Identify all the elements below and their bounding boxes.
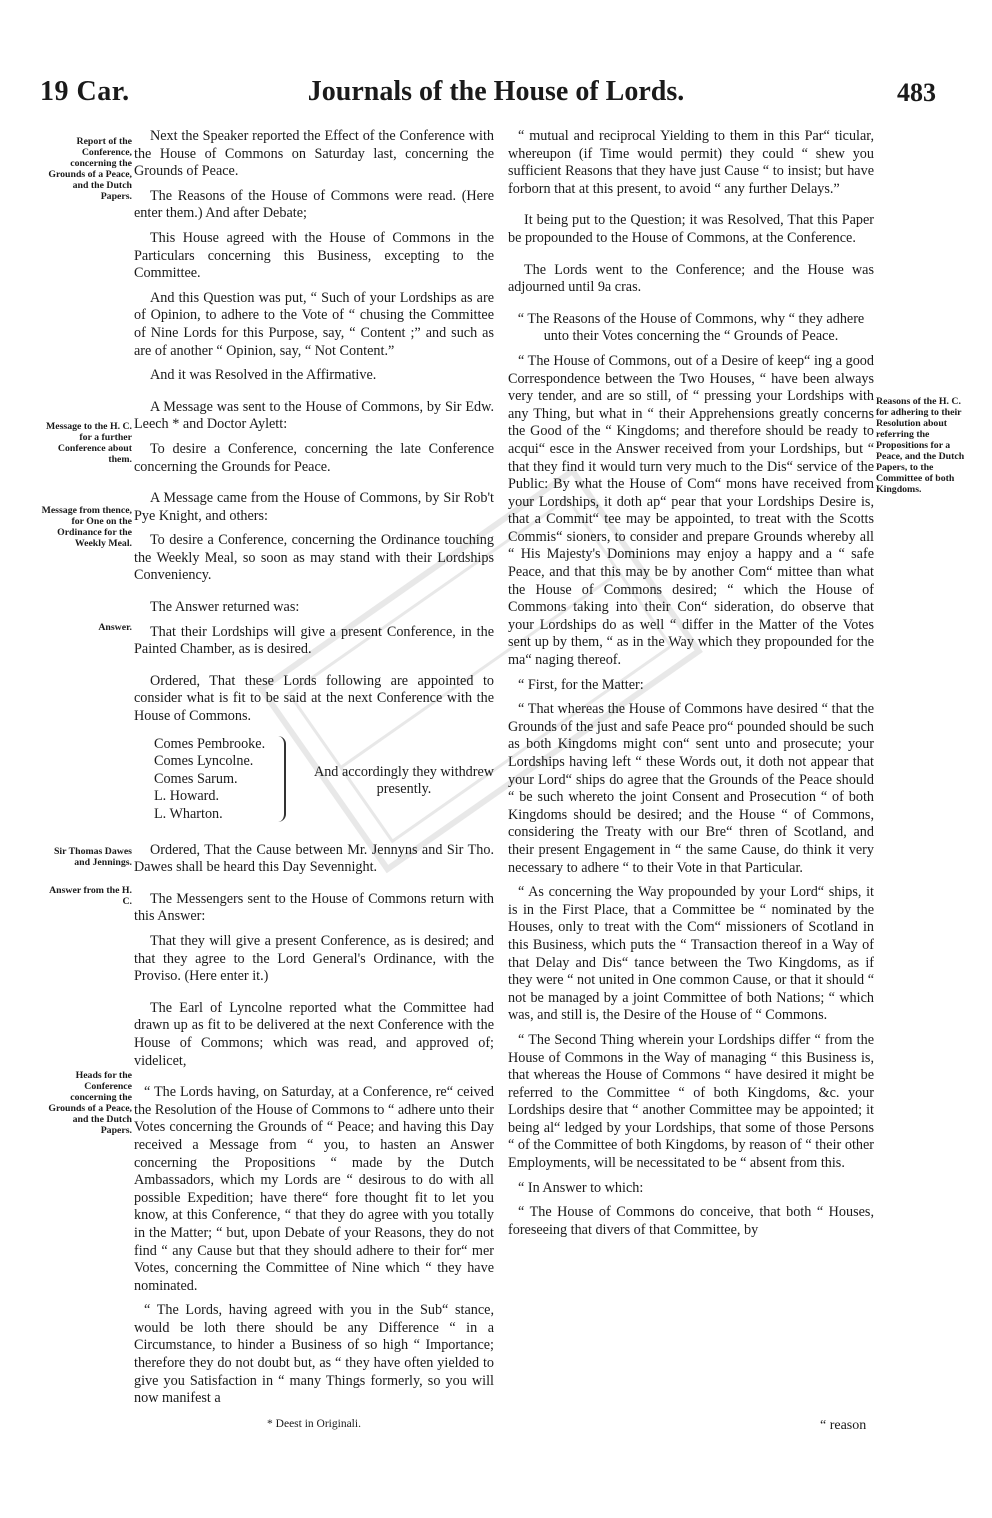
paragraph: The Lords went to the Conference; and the House was adjourned until 9a cras. xyxy=(508,261,874,296)
lord-name: Comes Lyncolne. xyxy=(154,753,254,770)
paragraph: “ In Answer to which: xyxy=(518,1179,644,1196)
left-column xyxy=(134,128,494,1415)
paragraph: “ As concerning the Way propounded by your Lord“ ships, it is in the First Place, that a Committee be “ nominated by the Houses, only to treat with the Com“ missioners of Scotland in this Business, which puts the “ Transaction thereof in a Way of that Delay and Dis“ tance between the Two Kingdoms, as if they were “ not united in One common Cause, or that it should “ not be managed by a joint Committee of both Nations; “ which was, and still is, the Desire of the House of “ Commons. xyxy=(508,884,874,1024)
paragraph: Ordered, That the Cause between Mr. Jennyns and Sir Tho. Dawes shall be heard this Day Sevennight. xyxy=(134,841,494,876)
footnote: * Deest in Originali. xyxy=(267,1418,361,1430)
paragraph: That their Lordships will give a present Conference, in the Painted Chamber, as is desired. xyxy=(134,623,494,658)
paragraph: “ The Lords having, on Saturday, at a Conference, re“ ceived the Resolution of the House of Commons to “ adhere unto their Votes concerning the Grounds of “ Peace; and having this Day received a Message from “ you, to hasten an Answer concerning the Propositions “ made by the Dutch Ambassadors, which my Lords are “ desirous to do with all possible Expedition; have there“ fore thought fit to let you know, at this Conference, “ that they do agree with you totally in the Matter; “ but, upon Debate of your Reasons, they do not find “ any Cause but that they should adhere to their for“ mer Votes, concerning the Committee of Nine which “ they have nominated. xyxy=(134,1084,494,1294)
paragraph: That they will give a present Conference, as is desired; and that they agree to the Lord General's Ordinance, with the Proviso. (Here enter it.) xyxy=(134,933,494,985)
paragraph: A Message was sent to the House of Commons, by Sir Edw. Leech * and Doctor Aylett: xyxy=(134,398,494,433)
lord-name: Comes Pembrooke. xyxy=(154,735,266,752)
margin-note: Reasons of the H. C. for adhering to their Resolution about referring the Propositions for a Peace, and the Dutch Papers, to the Committee of both Kingdoms. xyxy=(876,396,965,495)
paragraph: The Earl of Lyncolne reported what the Committee had drawn up as fit to be delivered at the next Conference with the House of Commons; which was read, and approved of; videlicet, xyxy=(134,999,494,1069)
paragraph: To desire a Conference, concerning the Ordinance touching the Weekly Meal, so soon as may stand with their Lordships Conveniency. xyxy=(134,532,494,584)
paragraph: “ The House of Commons do conceive, that both “ Houses, foreseeing that divers of that Committee, by xyxy=(508,1204,874,1238)
paragraph: “ That whereas the House of Commons have desired “ that the Grounds of the just and safe Peace pro“ pounded should be such as both Kingdoms might con“ sent unto and prosecute; your Lordships having left “ these Words out, it doth not appear that your Lord“ ships do agree that the Grounds of the Peace should “ be such whereto the joint Consent and Prosecution “ of both Kingdoms should be desired; and the House “ of Commons, considering the Treaty with our Bre“ thren of Scotland, and their present Engagement in “ the same Cause, do think it very necessary to adhere “ to their Vote in that Particular. xyxy=(508,701,874,876)
paragraph: Ordered, That these Lords following are appointed to consider what is fit to be said at the next Conference with the House of Commons. xyxy=(134,672,494,725)
paragraph: “ The Second Thing wherein your Lordships differ “ from the House of Commons in the Way of managing “ this Business is, that whereas the House of Commons “ have desired it might be referred to the Committee “ of both Kingdoms, &c. your Lordships desire that “ another Committee may be appointed; it being al“ ledged by your Lordships, that some of those Persons “ of the Committee of both Kingdoms, by reason of “ their other Employments, will be necessitated to be “ absent from this. xyxy=(508,1031,874,1172)
lords-list xyxy=(154,736,494,826)
margin-note: Message from thence, for One on the Ordinance for the Weekly Meal. xyxy=(41,505,132,549)
lord-name: L. Wharton. xyxy=(154,806,223,822)
paragraph: It being put to the Question; it was Resolved, That this Paper be propounded to the House of Commons, at the Conference. xyxy=(508,212,874,246)
regnal-year: 19 Car. xyxy=(40,76,130,107)
paragraph: The Messengers sent to the House of Commons return with this Answer: xyxy=(134,890,494,925)
paragraph: The Reasons of the House of Commons were read. (Here enter them.) And after Debate; xyxy=(134,187,494,222)
lord-name: L. Howard. xyxy=(154,788,220,805)
paragraph: And this Question was put, “ Such of your Lordships as are of Opinion, to adhere to the Vote of “ chusing the Committee of Nine Lords for this Purpose, say, “ Content ;” and such as are of another “ Opinion, say, “ Not Content.” xyxy=(134,289,494,359)
margin-note: Message to the H. C. for a further Conference about them. xyxy=(46,421,132,465)
margin-note: Answer from the H. C. xyxy=(49,885,132,907)
paragraph: And it was Resolved in the Affirmative. xyxy=(150,367,377,384)
paragraph: Next the Speaker reported the Effect of the Conference with the House of Commons on Saturday last, concerning the Grounds of Peace. xyxy=(134,128,494,180)
margin-note: Report of the Conference, concerning the Grounds of a Peace, and the Dutch Papers. xyxy=(48,136,132,202)
margin-note: Answer. xyxy=(98,622,132,633)
paragraph: “ First, for the Matter: xyxy=(518,676,644,693)
brace xyxy=(276,736,286,822)
page-number: 483 xyxy=(897,78,936,107)
lord-name: Comes Sarum. xyxy=(154,770,238,787)
margin-note: Sir Thomas Dawes and Jennings. xyxy=(53,846,132,868)
paragraph: “ The Reasons of the House of Commons, why “ they adhere unto their Votes concerning the “ Grounds of Peace. xyxy=(517,310,865,345)
paragraph: To desire a Conference, concerning the late Conference concerning the Grounds for Peace. xyxy=(134,440,494,475)
journal-title: Journals of the House of Lords. xyxy=(307,76,685,107)
paragraph: “ The House of Commons, out of a Desire of keep“ ing a good Correspondence between the Two Houses, “ have been always very tender, and are so still, of “ pressing your Lordships with any Thing, but what in “ their Apprehensions greatly concerns the Good of the “ Kingdoms; and therefore should be ready to acqui“ esce in the Answer received from your Lordships, but “ that they find it would turn very much to the Dis“ service of the Public: By what the House of Com“ mons have received from your Lordships, it doth ap“ pear that your Lordships Desire is, that a Commit“ tee may be appointed, to treat with the Scotts Commis“ sioners, to consider and prepare Grounds whereby all “ His Majesty's Dominions may enjoy a happy and a “ safe Peace, and that this may be by another Com“ mittee than what the House of Commons desired; “ which the House of Commons taking into their Con“ sideration, do observe that your Lordships do as well “ differ in the Matter of the Votes sent up by them, “ as in the Way which they propounded for the ma“ naging thereof. xyxy=(508,352,874,669)
paragraph: The Answer returned was: xyxy=(150,599,300,616)
paragraph: This House agreed with the House of Commons in the Particulars concerning this Business, excepting to the Committee. xyxy=(134,229,494,282)
paragraph: “ mutual and reciprocal Yielding to them in this Par“ ticular, whereupon (if Time would permit) they could “ shew you sufficient Reasons that they have just Cause “ to insist; but have forborn that at this present, to avoid “ any further Delays.” xyxy=(508,128,874,197)
lords-note: And accordingly they withdrew presently. xyxy=(313,763,495,798)
margin-note: Heads for the Conference concerning the Grounds of a Peace, and the Dutch Papers. xyxy=(48,1070,132,1136)
right-column xyxy=(508,128,874,1246)
paragraph: A Message came from the House of Commons, by Sir Rob't Pye Knight, and others: xyxy=(134,490,494,524)
catchword: “ reason xyxy=(820,1418,867,1433)
page-header xyxy=(0,76,992,126)
paragraph: “ The Lords, having agreed with you in the Sub“ stance, would be loth there should be any Difference “ in a Circumstance, to hinder a Business of so high “ Importance; therefore they do not doubt but, as “ they have often yielded to give you Satisfaction in “ many Things formerly, so you will now manifest a xyxy=(134,1302,494,1407)
